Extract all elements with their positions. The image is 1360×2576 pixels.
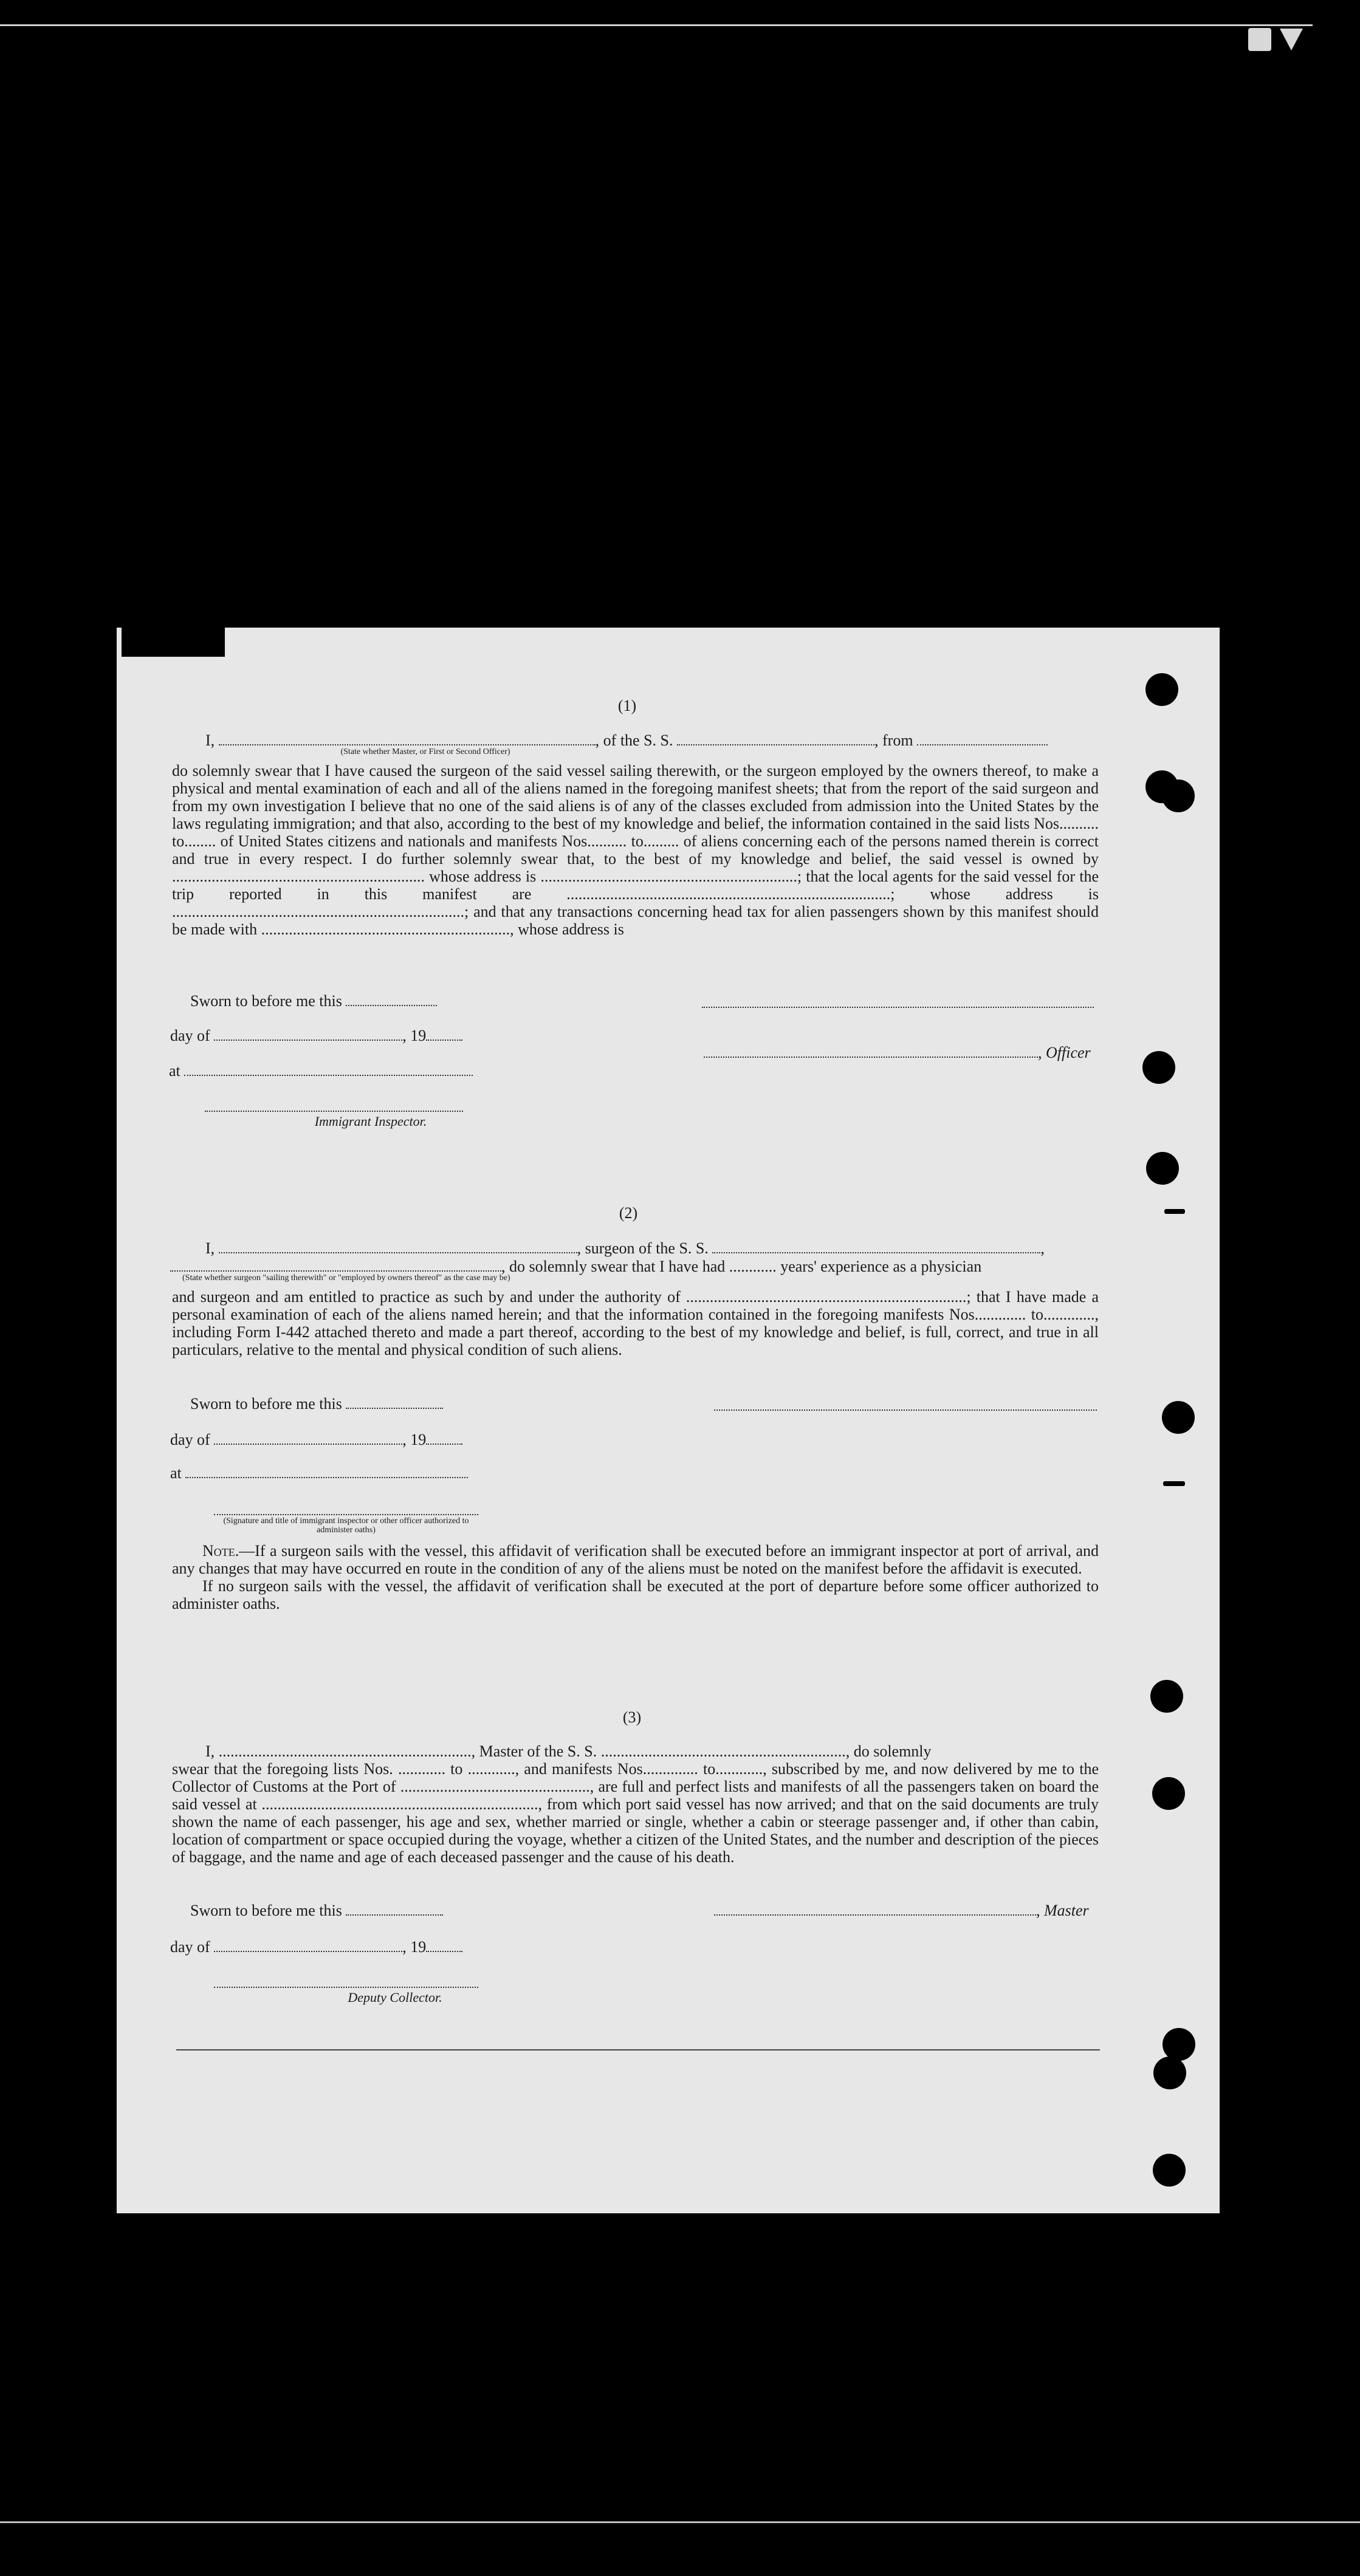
sworn-row-1 — [190, 992, 437, 1010]
inspector-signature-line[interactable] — [205, 1109, 463, 1112]
triangle-down-icon[interactable] — [1280, 29, 1303, 50]
punch-hole — [1162, 1401, 1195, 1434]
day-of-label: day of — [170, 1431, 210, 1448]
year-label: , 19 — [402, 1431, 427, 1448]
master-row — [714, 1902, 1089, 1920]
punch-hole — [1163, 2028, 1195, 2061]
inspector-signature-line[interactable] — [214, 1513, 478, 1515]
section-1-number: (1) — [617, 697, 637, 714]
opening-text: I, — [205, 1239, 215, 1257]
section-3-number: (3) — [622, 1708, 642, 1726]
day-row-2 — [170, 1431, 462, 1449]
collector-caption: Deputy Collector. — [348, 1990, 442, 2005]
sworn-blank[interactable] — [346, 1902, 443, 1916]
body-text: swear that the foregoing lists Nos. ............ to ............, and manifests Nos.............. to............, subscribed by me, and now delivered by me to the Collector of Customs at the Port of ................................................, are full and perfect lists and manifests of all the passengers taken on board the said vessel at ......................................................................, from which port said vessel has now arrived; and that on the said documents are truly shown the name of each passenger, his age and sex, whether married or single, whether a cabin or steerage passenger and, if other than cabin, location of compartment or space occupied during the voyage, whether a citizen of the United States, and the number and description of the pieces of baggage, and the name and age of each deceased passenger and the cause of his death. — [172, 1760, 1099, 1866]
of-ss-label: , of the S. S. — [595, 731, 673, 749]
signature-line[interactable] — [702, 1005, 1094, 1008]
officer-label: , Officer — [1038, 1044, 1091, 1061]
section-2-number: (2) — [619, 1204, 638, 1222]
inspector-caption: Immigrant Inspector. — [314, 1114, 427, 1129]
day-row-3 — [170, 1938, 462, 1956]
section-1-caption: (State whether Master, or First or Second Officer) — [340, 747, 510, 756]
note-text: —If a surgeon sails with the vessel, this affidavit of verification shall be executed before an immigrant inspector at port of arrival, and any changes that may have occurred en route in the condition of any of the aliens must be noted on the manifest before the affidavit is executed. — [172, 1542, 1099, 1577]
punch-hole — [1145, 673, 1178, 706]
day-row-1 — [170, 1027, 462, 1045]
body-text: do solemnly swear that I have caused the surgeon of the said vessel sailing therewith, or the surgeon employed by the owners thereof, to make a physical and mental examination of each and all of the aliens named in the foregoing manifest sheets; that from the report of the said surgeon and from my own investigation I believe that no one of the said aliens is of any of the classes excluded from admission into the United States by the laws regulating immigration; and that also, according to the best of my knowledge and belief, the information contained in the said lists Nos.......... to........ of United States citizens and nationals and manifests Nos.......... to......... of aliens concerning each of the persons named therein is correct and true in every respect. I do further solemnly swear that, to the best of my knowledge and belief, the said vessel is owned by ................................................................ whose address is .................................................................; that the local agents for the said vessel for the trip reported in this manifest are ..................................................................................; whose address is ..........................................................................; and that any transactions concerning head tax for alien passengers shown by this manifest should be made with ..............................................................., whose address is — [172, 762, 1099, 938]
punch-hole — [1153, 2057, 1186, 2089]
sworn-label: Sworn to before me this — [190, 1902, 342, 1919]
day-blank[interactable] — [214, 1027, 402, 1041]
year-label: , 19 — [402, 1027, 427, 1044]
collector-signature-line[interactable] — [214, 1985, 478, 1988]
section-2-note — [172, 1542, 1099, 1612]
note-text-2: If no surgeon sails with the vessel, the affidavit of verification shall be executed at the port of departure before some officer authorized to administer oaths. — [172, 1577, 1099, 1612]
bottom-rule — [176, 2049, 1100, 2050]
sworn-row-3 — [190, 1902, 443, 1920]
at-label: at — [169, 1062, 180, 1080]
at-blank[interactable] — [185, 1465, 468, 1478]
year-blank[interactable] — [426, 1939, 462, 1952]
page-tab — [122, 628, 225, 657]
year-blank[interactable] — [426, 1431, 462, 1445]
punch-hole — [1152, 1777, 1185, 1810]
punch-hole — [1153, 2154, 1186, 2187]
punch-hole — [1146, 1152, 1179, 1185]
surgeon-type-blank[interactable] — [170, 1258, 501, 1272]
surgeon-of-label: , surgeon of the S. S. — [577, 1239, 709, 1257]
year-blank[interactable] — [426, 1027, 462, 1041]
at-blank[interactable] — [184, 1063, 473, 1076]
punch-hole — [1162, 779, 1195, 812]
day-of-label: day of — [170, 1027, 210, 1044]
body-text: and surgeon and am entitled to practice as such by and under the authority of .......................................................................; that I have made a personal examination of each of the aliens named herein; and that the information contained in the foregoing manifests Nos............. to............., including Form I-442 attached thereto and made a part thereof, according to the best of my knowledge and belief, is full, correct, and true in all particulars, relative to the mental and physical condition of such aliens. — [172, 1288, 1099, 1358]
year-label: , 19 — [402, 1938, 427, 1956]
opening-text: I, ................................................................, Master of the S. S. .............................................................., do solemnly — [205, 1742, 932, 1760]
section-2-body — [172, 1288, 1099, 1358]
from-blank[interactable] — [917, 732, 1048, 745]
vessel-blank[interactable] — [712, 1240, 1040, 1253]
vessel-blank[interactable] — [677, 732, 874, 745]
signature-line[interactable] — [714, 1408, 1097, 1411]
sworn-blank[interactable] — [346, 993, 437, 1006]
section-2-caption: (State whether surgeon "sailing therewith" or "employed by owners thereof" as the case may be) — [182, 1273, 510, 1283]
day-blank[interactable] — [214, 1431, 402, 1445]
signature-caption: (Signature and title of immigrant inspector or other officer authorized to administer oaths) — [223, 1516, 469, 1535]
viewer-bottom-rule — [0, 2521, 1360, 2523]
opening-text: I, — [205, 731, 215, 749]
sworn-row-2 — [190, 1395, 443, 1413]
margin-mark — [1164, 1209, 1185, 1214]
officer-row — [704, 1044, 1091, 1062]
margin-mark — [1163, 1481, 1185, 1486]
viewer-top-rule — [0, 24, 1313, 26]
section-1-body — [172, 762, 1099, 938]
note-label: Note. — [202, 1542, 239, 1560]
viewer-controls[interactable] — [1248, 28, 1303, 51]
sworn-label: Sworn to before me this — [190, 992, 342, 1010]
day-of-label: day of — [170, 1938, 210, 1956]
square-icon[interactable] — [1248, 28, 1271, 51]
master-blank[interactable] — [714, 1902, 1036, 1916]
from-label: , from — [874, 731, 913, 749]
name-blank[interactable] — [219, 1240, 577, 1253]
swear-text: , do solemnly swear that I have had ............ years' experience as a physician — [501, 1258, 982, 1275]
section-2-opening: I, , surgeon of the S. S. , — [205, 1239, 1045, 1257]
sworn-label: Sworn to before me this — [190, 1395, 342, 1413]
name-blank[interactable] — [219, 732, 596, 745]
section-3-body — [172, 1742, 1099, 1866]
at-row-2 — [170, 1464, 468, 1482]
at-row-1 — [169, 1062, 473, 1080]
master-label: , Master — [1036, 1902, 1089, 1919]
day-blank[interactable] — [214, 1939, 402, 1952]
sworn-blank[interactable] — [346, 1396, 443, 1409]
at-label: at — [170, 1464, 182, 1482]
punch-hole — [1150, 1680, 1183, 1713]
punch-hole — [1142, 1051, 1175, 1084]
officer-blank[interactable] — [704, 1044, 1038, 1058]
